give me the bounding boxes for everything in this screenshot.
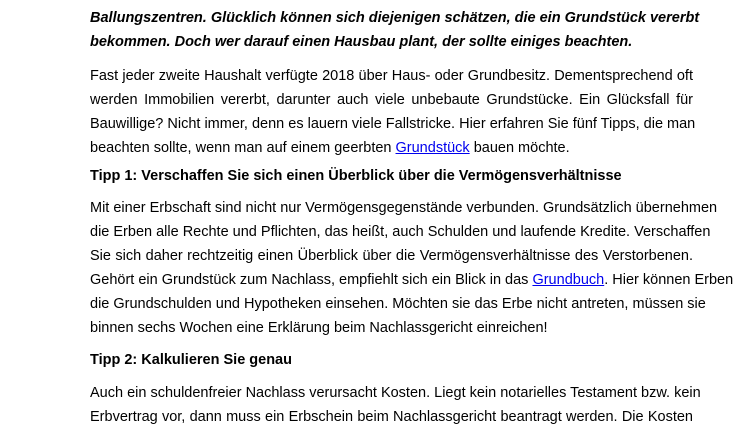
section-heading-tipp-1: Tipp 1: Verschaffen Sie sich einen Überblick über die Vermögensverhältnisse [90, 168, 622, 184]
paragraph-line [90, 268, 734, 292]
intro-line: Ballungszentren. Glücklich können sich diejenigen schätzen, die ein Grundstück vererbt [90, 10, 700, 26]
paragraph-line: Bauwillige? Nicht immer, denn es lauern viele Fallstricke. Hier erfahren Sie fünf Tipps, die man [90, 116, 696, 132]
text-segment: beachten sollte, wenn man auf einem geerbten [90, 140, 392, 156]
paragraph-line [90, 136, 693, 160]
text-segment: bauen möchte. [473, 140, 570, 156]
paragraph-line: die Grundschulden und Hypotheken einsehen. Möchten sie das Erbe nicht antreten, müssen sie [90, 296, 706, 312]
document-page [90, 6, 734, 429]
grundstueck-link[interactable]: Grundstück [395, 140, 470, 156]
intro-line: bekommen. Doch wer darauf einen Hausbau plant, der sollte einiges beachten. [90, 34, 633, 50]
paragraph-line: Sie sich daher rechtzeitig einen Überblick über die Vermögensverhältnisse des Verstorbenen. [90, 248, 693, 264]
section-heading-tipp-2: Tipp 2: Kalkulieren Sie genau [90, 352, 292, 368]
text-segment: . Hier können Erben [604, 272, 734, 288]
intro-paragraph [90, 6, 700, 54]
paragraph-line: Auch ein schuldenfreier Nachlass verursacht Kosten. Liegt kein notarielles Testament bzw. kein [90, 385, 701, 401]
paragraph-line: werden Immobilien vererbt, darunter auch viele unbebaute Grundstücke. Ein Glücksfall für [90, 92, 693, 108]
paragraph-line: die Erben alle Rechte und Pflichten, das heißt, auch Schulden und laufende Kredite. Verschaffen [90, 224, 711, 240]
body-paragraph-2 [90, 196, 734, 340]
paragraph-line: Erbvertrag vor, dann muss ein Erbschein beim Nachlassgericht beantragt werden. Die Kosten [90, 409, 693, 425]
paragraph-line: Mit einer Erbschaft sind nicht nur Vermögensgegenstände verbunden. Grundsätzlich übernehmen [90, 200, 718, 216]
paragraph-line: Fast jeder zweite Haushalt verfügte 2018 über Haus- oder Grundbesitz. Dementsprechend oft [90, 68, 693, 84]
text-segment: Gehört ein Grundstück zum Nachlass, empfiehlt sich ein Blick in das [90, 272, 529, 288]
body-paragraph-1 [90, 64, 696, 160]
paragraph-line: binnen sechs Wochen eine Erklärung beim Nachlassgericht einreichen! [90, 320, 548, 336]
body-paragraph-3 [90, 381, 701, 429]
grundbuch-link[interactable]: Grundbuch [532, 272, 605, 288]
